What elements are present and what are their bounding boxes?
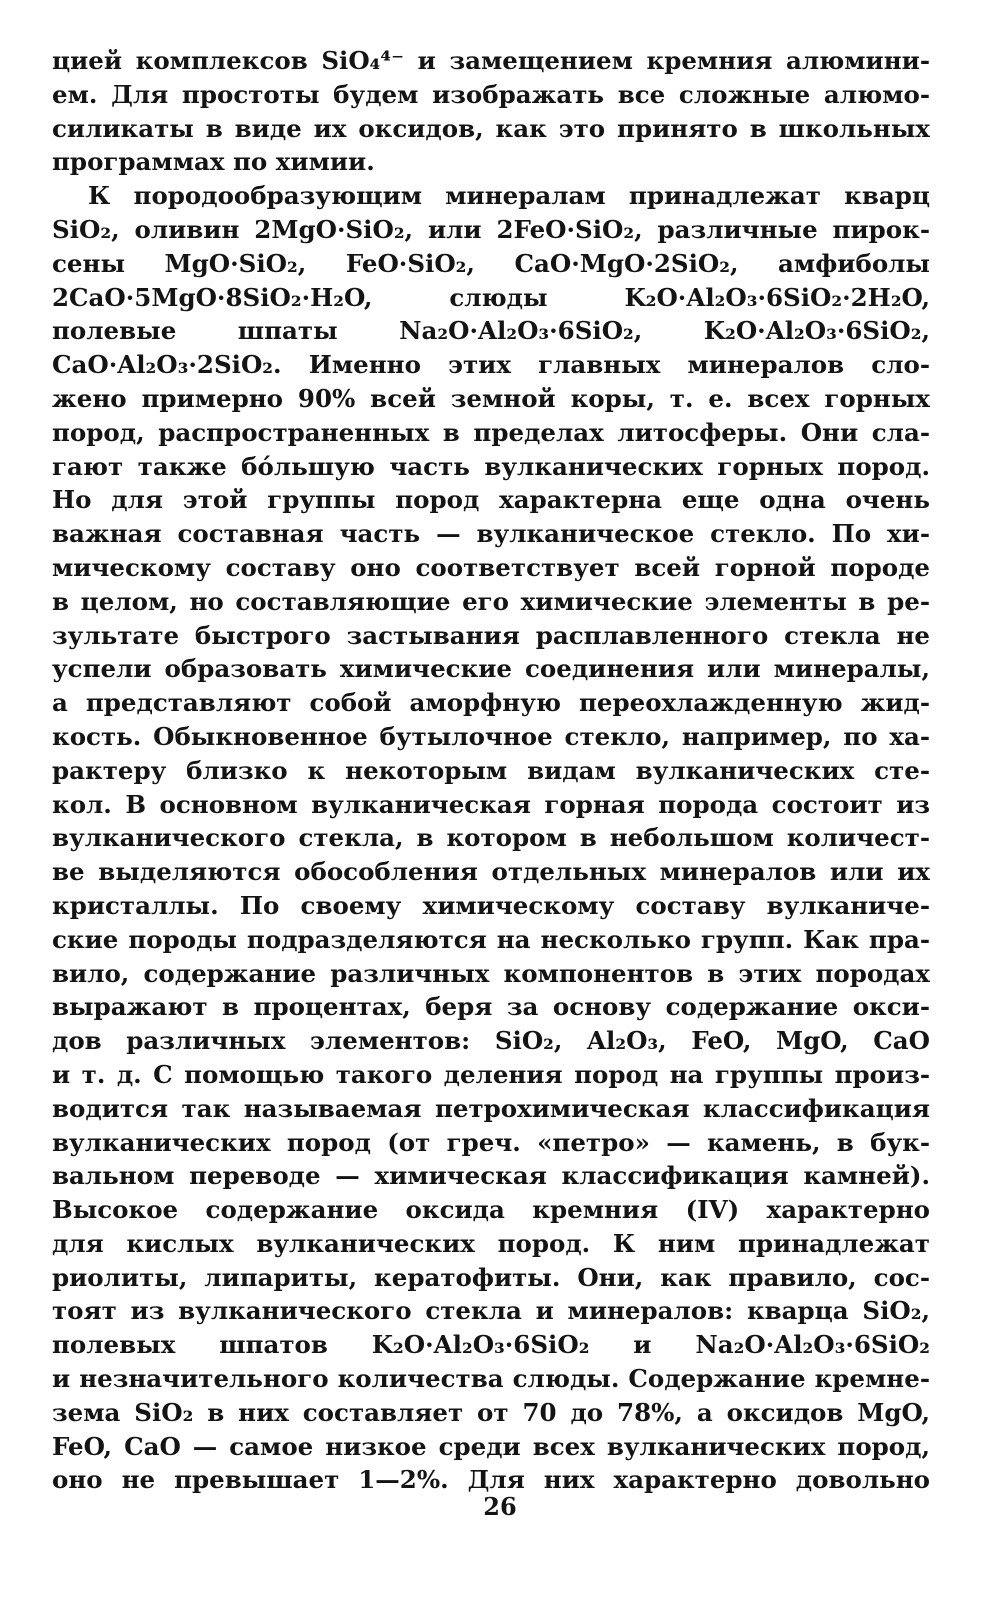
text-line: мическому составу оно соответствует всей горной породе: [52, 552, 930, 582]
text-line: и т. д. С помощью такого деления пород на группы произ-: [52, 1059, 930, 1089]
text-line: ские породы подразделяются на несколько групп. Как пра-: [52, 924, 930, 954]
text-line: программах по химии.: [52, 147, 375, 177]
text-line: сены MgO·SiO₂, FeO·SiO₂, CaO·MgO·2SiO₂, амфиболы: [52, 248, 930, 278]
text-line: оно не превышает 1—2%. Для них характерно довольно: [52, 1465, 930, 1495]
text-line: кость. Обыкновенное бутылочное стекло, например, по ха-: [52, 721, 930, 751]
text-line: кол. В основном вулканическая горная порода состоит из: [52, 789, 930, 819]
text-line: полевые шпаты Na₂O·Al₂O₃·6SiO₂, K₂O·Al₂O₃·6SiO₂,: [52, 316, 930, 346]
text-line: и незначительного количества слюды. Содержание кремне-: [52, 1364, 930, 1394]
text-line: зультате быстрого застывания расплавленного стекла не: [52, 620, 930, 650]
text-line: в целом, но составляющие его химические элементы в ре-: [52, 586, 930, 616]
text-line: силикаты в виде их оксидов, как это принято в школьных: [52, 113, 930, 143]
text-line: риолиты, липариты, кератофиты. Они, как правило, сос-: [52, 1262, 930, 1292]
text-line: а представляют собой аморфную переохлажденную жид-: [52, 688, 930, 718]
text-line: цией комплексов SiO₄⁴⁻ и замещением кремния алюмини-: [52, 46, 930, 75]
text-line: тоят из вулканического стекла и минералов: кварца SiO₂,: [52, 1296, 930, 1326]
text-line: Высокое содержание оксида кремния (IV) характерно: [52, 1195, 930, 1225]
text-line: 2CaO·5MgO·8SiO₂·H₂O, слюды K₂O·Al₂O₃·6SiO₂·2H₂O,: [52, 282, 930, 312]
text-line: рактеру близко к некоторым видам вулканических сте-: [52, 755, 930, 785]
text-line: вальном переводе — химическая классификация камней).: [52, 1161, 930, 1191]
text-line: вулканических пород (от греч. «петро» — камень, в бук-: [52, 1127, 930, 1157]
text-line: ем. Для простоты будем изображать все сложные алюмо-: [52, 79, 930, 109]
text-line: важная составная часть — вулканическое стекло. По хи-: [52, 519, 930, 549]
text-line: дов различных элементов: SiO₂, Al₂O₃, FeO, MgO, CaO: [52, 1026, 930, 1056]
text-line: ве выделяются обособления отдельных минералов или их: [52, 857, 930, 887]
text-line: для кислых вулканических пород. К ним принадлежат: [52, 1228, 930, 1258]
page-text: [52, 44, 930, 1497]
text-line: водится так называемая петрохимическая классификация: [52, 1093, 930, 1123]
page-number: 26: [483, 1492, 517, 1521]
text-line: выражают в процентах, беря за основу содержание окси-: [52, 992, 930, 1022]
text-line: полевых шпатов K₂O·Al₂O₃·6SiO₂ и Na₂O·Al₂O₃·6SiO₂: [52, 1330, 930, 1360]
text-line: Но для этой группы пород характерна еще одна очень: [52, 485, 930, 515]
text-line: жено примерно 90% всей земной коры, т. е. всех горных: [52, 383, 930, 413]
text-line: SiO₂, оливин 2MgO·SiO₂, или 2FeO·SiO₂, различные пирок-: [52, 214, 930, 244]
text-line: CaO·Al₂O₃·2SiO₂. Именно этих главных минералов сло-: [52, 350, 930, 380]
text-line: успели образовать химические соединения или минералы,: [52, 654, 930, 684]
text-line: кристаллы. По своему химическому составу вулканиче-: [52, 890, 930, 920]
text-line: зема SiO₂ в них составляет от 70 до 78%, а оксидов MgO,: [52, 1397, 930, 1427]
text-line: гают также бóльшую часть вулканических горных пород.: [52, 451, 930, 481]
text-line: пород, распространенных в пределах литосферы. Они сла-: [52, 417, 930, 447]
text-line: вило, содержание различных компонентов в этих породах: [52, 958, 930, 988]
text-line: FeO, CaO — самое низкое среди всех вулканических пород,: [52, 1431, 930, 1461]
text-line: вулканического стекла, в котором в небольшом количест-: [52, 823, 930, 853]
paragraph-first-line: К породообразующим минералам принадлежат кварц: [88, 181, 930, 211]
